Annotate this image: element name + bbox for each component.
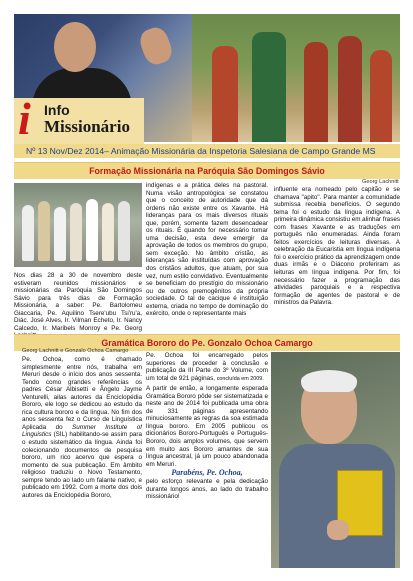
person-figure	[38, 201, 50, 261]
section1-column-2	[146, 182, 268, 350]
section2-col2-part-b: A partir de então, a longamente esperada Gramática Bororo pôde ser sistematizada e neste ano de 2014 foi publicada uma obra de 331 páginas apresentando minuciosamente as regras da soa estimada língua bororo. Em 2005 publicou os dicionários Bororo-Português e Português-Bororo, dois amplos volumes, que servem em muito aos Bororo amantes de sua língua ancestral, já um pouco abandonada em Meruri.	[146, 385, 268, 468]
dancer-figure	[252, 32, 286, 142]
person-figure	[54, 207, 66, 261]
section1-intro-text: Nos dias 28 a 30 de novembro deste estiveram reunidos missionários e missionárias da Paróquia São Domingos Sávio para três dias de Formação Missionária, a saber: Pe. Bartolomeu Giaccaria, Pe. Aquilino Tsere'ubu Tsi'ru'a, Diác. José Alves, Ir. Vilman Echeto, Ir. Nancy Calcedo, Ir. Maribels Monroy e Pe. Georg	[14, 272, 142, 332]
person-figure	[22, 205, 34, 261]
section2-title: Gramática Bororo do Pe. Gonzalo Ochoa Camargo	[14, 334, 400, 351]
dancer-figure	[212, 46, 238, 142]
section2-byline: Georg Lachnitt e Gonzalo Ochoa Camargo	[22, 348, 129, 354]
priest-raised-hand	[137, 24, 176, 67]
elder-hair	[301, 370, 357, 392]
person-figure	[118, 201, 130, 261]
header-photo-dancers	[192, 14, 400, 142]
elder-hand	[327, 520, 349, 540]
dancer-figure	[304, 42, 328, 142]
section1-col3-text: influente era nomeado pelo capitão e se chamava "apito". Para manter a comunidade submissa recebia benefícios. O segundo tema foi o estudo da língua indígena. A primeira dinâmica consistiu em alinhar frases com frases Xavante e as traduções em português não enumeradas. Ainda foram feitos exercícios de leituras diversas. A celebração da Eucaristia em língua indígena foi o exercício prático da aprendizagem onde duas irmãs e o Diácono proferiram as leituras em língua indígena. Por fim, foi necessário fazer a programação das atividades paroquiais e a respectiva formação de agentes de pastoral e de ministros da Palavra.	[274, 186, 400, 307]
person-figure	[102, 203, 114, 261]
section1-title: Formação Missionária na Paróquia São Domingos Sávio	[14, 162, 400, 179]
section1-column-3	[274, 186, 400, 350]
person-figure	[86, 199, 98, 261]
section2-col2-part-c: pelo esforço relevante e pela dedicação durante longos anos, ao lado do trabalho missionário!	[146, 478, 268, 501]
logo-letter: i	[18, 93, 31, 144]
section2-col2-a-text: Pe. Ochoa foi encarregado pelos superiores de proceder à conclusão e publicação da III Parte do 3º Volume, com um total de 921 páginas,	[146, 352, 268, 382]
photo-pe-ochoa	[271, 352, 400, 568]
sil-name: Summer Institute of Linguistics	[22, 423, 142, 439]
section1-col2-text: indígenas e a prática deles na pastoral. Numa visão antropológica se constatou que o conceito de autoridade que dá ordens não existe entre os Xavante. Há lideranças para os mais diversos rituais que, porém, somente fazem desencadear os rituais. É quando for necessário tomar uma decisão, esta deve emergir da aprovação de todos os membros do grupo, sem exceção. No âmbito cristão, as lideranças são instituídas com aprovação dos cristãos adultos, que atuam, por sua vez, num estilo convidativo. Eventualmente se beneficiam do prestígio do missionário ou de outros premogênitos da própria sociedade. O tal de cacique é instituição externa, criada no tempo de dominação do exército, onde o representante mais	[146, 182, 268, 318]
section1-byline: Georg Lachnitt	[362, 179, 399, 185]
section2-col2-part-a	[146, 352, 268, 383]
section2-col1-part2: (SIL) habilitando-se assim para o estudo sistemático da língua. Ainda foi colecionando documentos de pesquisa bororo, um rico acervo que espera o momento de sua publicação. Em âmbito religioso traduziu o Novo Testamento, sempre tendo ao lado um falante nativo, e publicado em 1992. Com a morte dos dois autores da Enciclopédia Bororo,	[22, 431, 142, 499]
congratulations-line: Parabéns, Pe. Ochoa,	[171, 468, 243, 478]
dancer-figure	[370, 50, 392, 142]
section2-column-1	[22, 356, 142, 568]
person-figure	[70, 203, 82, 261]
logo-text-info: Info	[44, 102, 70, 118]
section2-column-2	[146, 352, 268, 568]
section2-col1-text	[22, 356, 142, 499]
priest-head	[54, 22, 96, 72]
dancer-figure	[338, 36, 362, 142]
logo-text-missionario: Missionário	[44, 117, 130, 136]
section2-col2-a-small: concluída em 2009.	[216, 375, 264, 382]
photo-missionaries-group	[14, 183, 142, 267]
issue-line: Nº 13 Nov/Dez 2014– Animação Missionária da Inspetoria Salesiana de Campo Grande MS	[14, 144, 400, 158]
section2-col1-part1: Pe. Ochoa, como é chamado simplesmente entre nós, trabalha em Meruri desde o início dos anos sessenta. Tendo como grandes referências os padres César Albisetti e Ângelo Jayme Venturelli, ailas autores da Enciclopédia Bororo, ele logo se dedicou ao estudo da rica cultura bororo e da língua. No fim dos anos sessenta fez o Curso de Linguística Aplicada do	[22, 356, 142, 431]
